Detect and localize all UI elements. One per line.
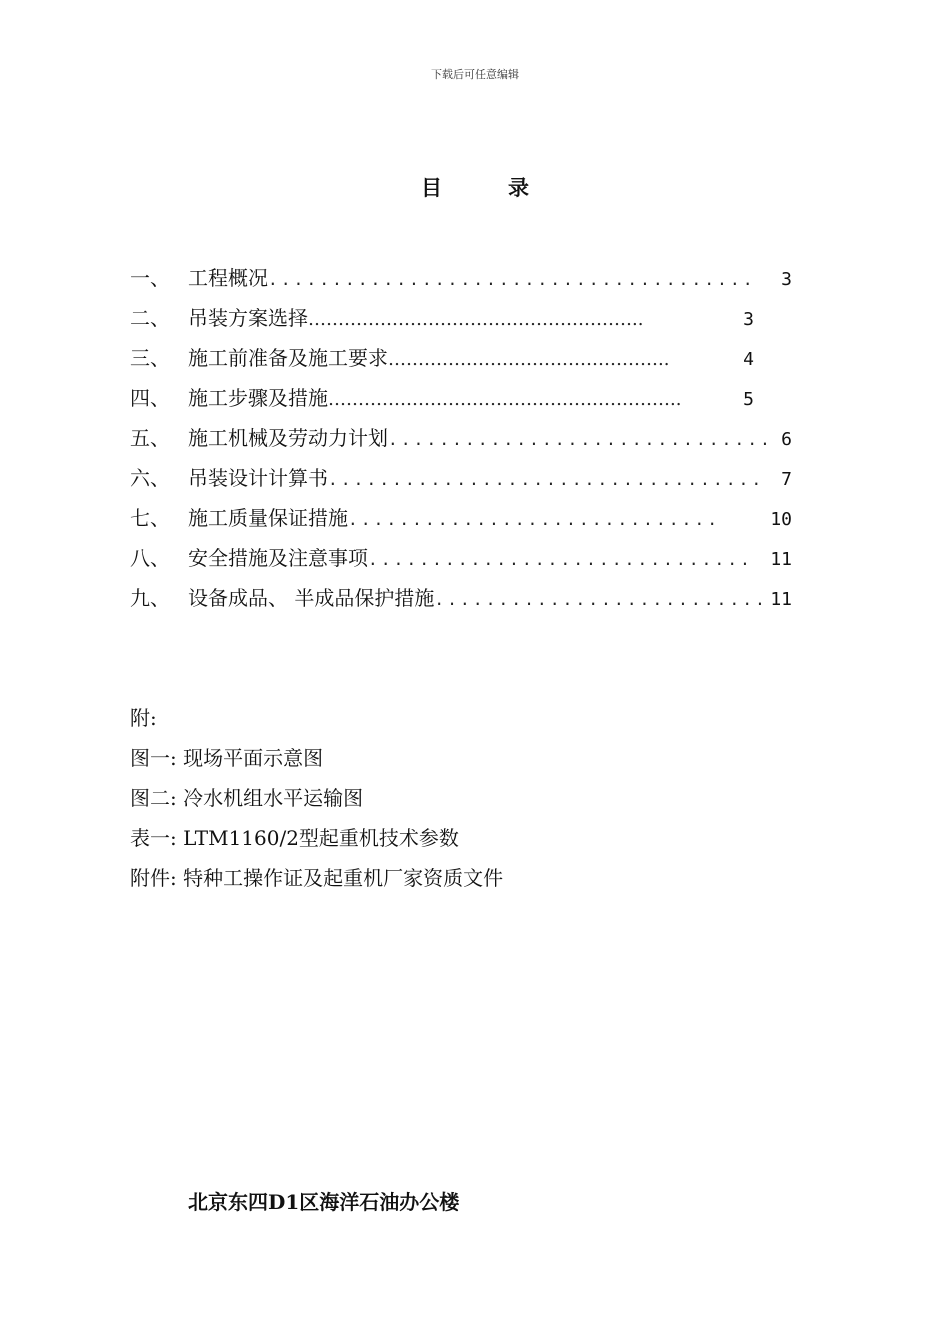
appendix-item: 图二: 冷水机组水平运输图 [130, 786, 364, 810]
title-right: 录 [508, 175, 529, 200]
toc-page-number: 11 [770, 589, 792, 610]
toc-number: 六、 [130, 466, 170, 490]
page-title [0, 172, 950, 202]
toc-number: 四、 [130, 386, 170, 410]
toc-page-number: 10 [770, 509, 792, 530]
toc-entry-6[interactable] [130, 458, 792, 498]
toc-title: 吊装方案选择 [188, 306, 308, 330]
toc-leader: ………………………………………………….. [328, 389, 682, 410]
toc-number: 三、 [130, 346, 170, 370]
toc-title: 施工机械及劳动力计划 [188, 426, 388, 450]
toc-title: 施工前准备及施工要求 [188, 346, 388, 370]
header-note: 下载后可任意编辑 [431, 68, 519, 81]
toc-leader: .............................. [368, 550, 753, 569]
toc-entry-5[interactable] [130, 418, 792, 458]
toc-leader: .................................. [328, 470, 765, 489]
toc-leader: ……………………………………………….. [308, 309, 644, 330]
toc-title: 施工步骤及措施 [188, 386, 328, 410]
toc-leader: ……………………………………….. [388, 349, 670, 370]
toc-entry-1[interactable] [130, 258, 792, 298]
appendix-list [130, 698, 790, 898]
toc-number: 七、 [130, 506, 170, 530]
toc-entry-3[interactable] [130, 338, 792, 378]
toc-number: 五、 [130, 426, 170, 450]
toc-title: 设备成品、 半成品保护措施 [188, 586, 435, 610]
toc-leader: .............................. [388, 430, 773, 449]
appendix-item: 图一: 现场平面示意图 [130, 746, 324, 770]
toc-page-number: 4 [743, 349, 754, 370]
toc-page-number: 7 [781, 469, 792, 490]
project-title: 北京东四D1区海洋石油办公楼 [188, 1190, 460, 1214]
appendix-item: 附件: 特种工操作证及起重机厂家资质文件 [130, 866, 504, 890]
appendix-heading: 附: [130, 706, 157, 730]
toc-title: 工程概况 [188, 266, 268, 290]
toc-leader: .......................... [434, 590, 769, 609]
toc-page-number: 5 [743, 389, 754, 410]
toc-title: 吊装设计计算书 [188, 466, 328, 490]
toc-entry-4[interactable] [130, 378, 792, 418]
toc-page-number: 6 [781, 429, 792, 450]
title-left: 目 [421, 175, 442, 200]
appendix-item: 表一: LTM1160/2型起重机技术参数 [130, 826, 459, 850]
toc-page-number: 3 [743, 309, 754, 330]
toc-number: 一、 [130, 266, 170, 290]
toc-entry-9[interactable] [130, 578, 792, 618]
toc-title: 安全措施及注意事项 [188, 546, 368, 570]
toc-entry-8[interactable] [130, 538, 792, 578]
toc-page-number: 3 [781, 269, 792, 290]
toc-leader: ............................. [348, 510, 721, 529]
toc-number: 九、 [130, 586, 170, 610]
toc-page-number: 11 [770, 549, 792, 570]
toc-title: 施工质量保证措施 [188, 506, 348, 530]
toc-entry-2[interactable] [130, 298, 792, 338]
toc-number: 二、 [130, 306, 170, 330]
toc-leader: ...................................... [268, 270, 756, 289]
toc-entry-7[interactable] [130, 498, 792, 538]
table-of-contents [130, 258, 792, 618]
toc-number: 八、 [130, 546, 170, 570]
